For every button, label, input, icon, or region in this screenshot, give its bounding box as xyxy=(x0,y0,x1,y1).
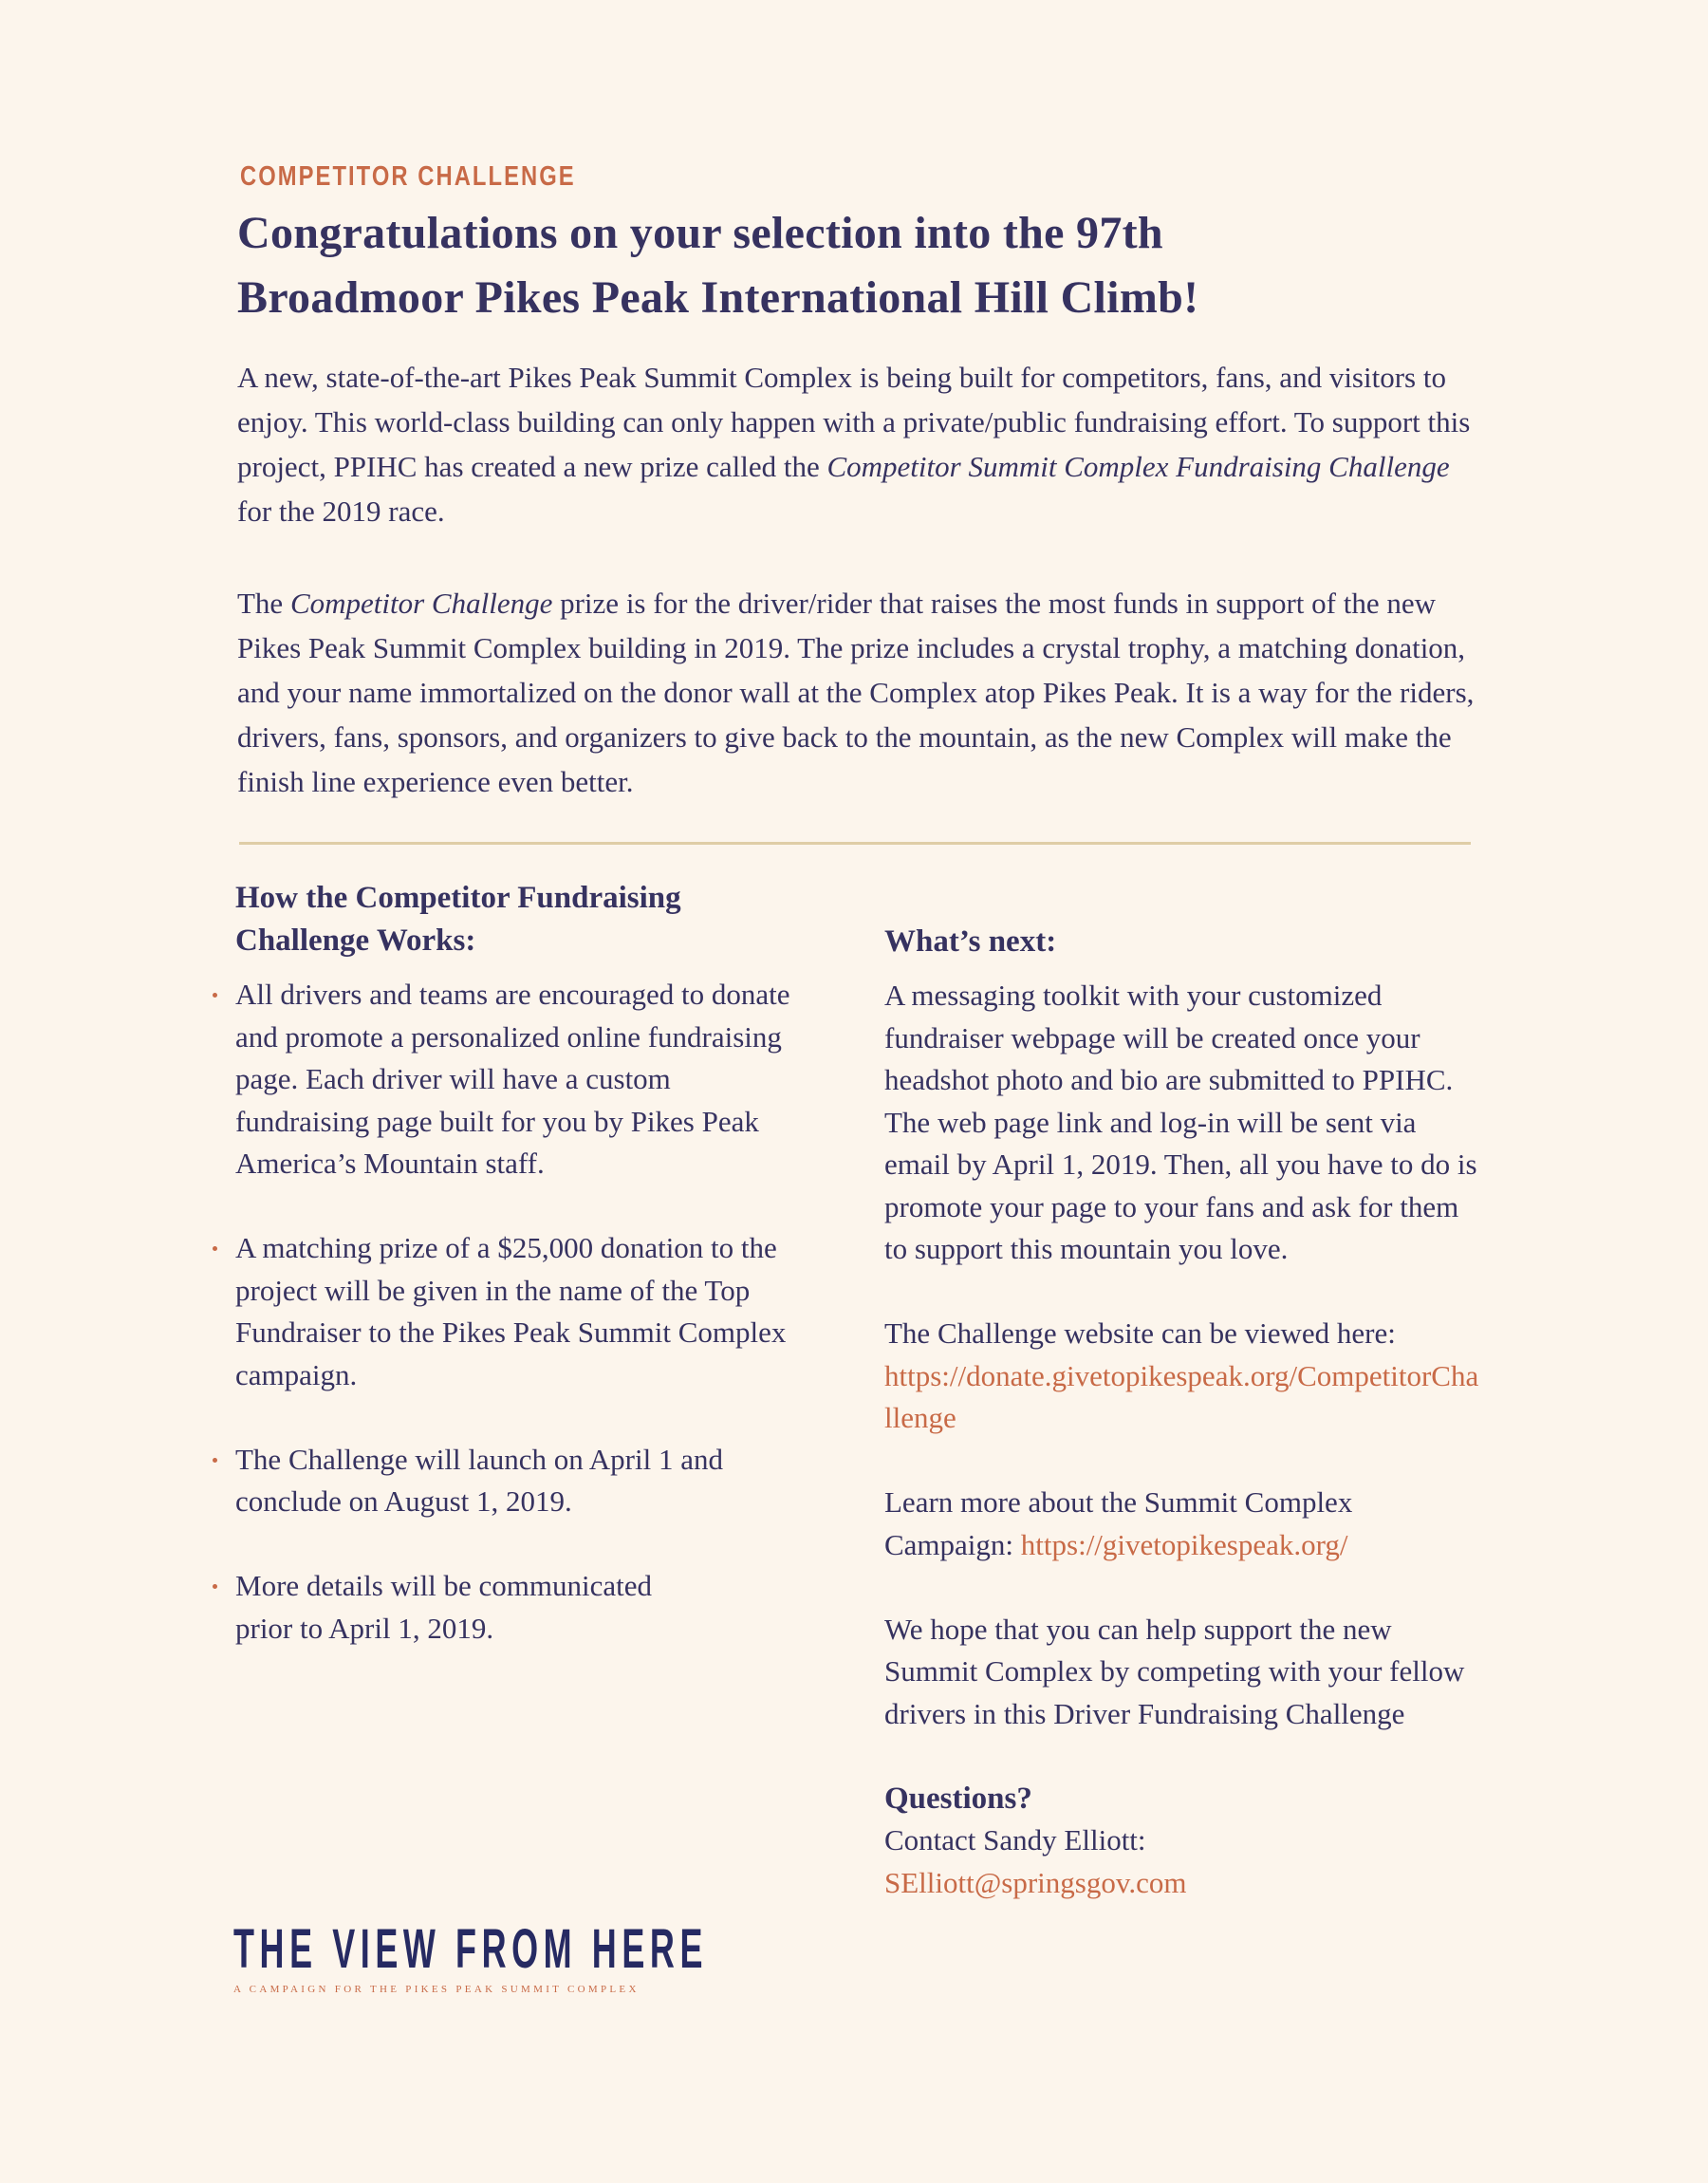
how-it-works-heading: How the Competitor Fundraising Challenge Works: xyxy=(235,881,681,958)
whats-next-column xyxy=(884,921,1492,1904)
list-item xyxy=(235,1439,795,1523)
intro-text: The xyxy=(237,587,290,620)
campaign-logo xyxy=(233,1918,998,1995)
learn-more-label: Learn more about the Summit Complex Campaign: xyxy=(884,1485,1353,1561)
intro-paragraph-2 xyxy=(237,581,1480,804)
contact-email-link[interactable]: SElliott@springsgov.com xyxy=(884,1865,1187,1899)
section-divider xyxy=(239,842,1471,845)
intro-paragraph-1 xyxy=(237,355,1480,533)
how-it-works-list xyxy=(235,974,843,1650)
eyebrow-label: COMPETITOR CHALLENGE xyxy=(240,161,576,192)
list-item xyxy=(235,974,805,1185)
website-block xyxy=(884,1313,1482,1440)
list-item-text: The Challenge will launch on April 1 and conclude on August 1, 2019. xyxy=(235,1442,723,1518)
bullet-icon xyxy=(213,993,217,998)
hope-paragraph: We hope that you can help support the new Summit Complex by competing with your fellow drivers in this Driver Fundraising Challenge xyxy=(884,1612,1465,1730)
toolkit-paragraph: A messaging toolkit with your customized fundraiser webpage will be created once your headshot photo and bio are submitted to PPIHC. The web page link and log-in will be sent via email by April 1, 2019. Then, all you have to do is promote your page to your fans and ask for them to support this mountain you love. xyxy=(884,979,1477,1265)
whats-next-heading: What’s next: xyxy=(884,924,1057,959)
list-item xyxy=(235,1227,824,1396)
intro-emphasis: Competitor Challenge xyxy=(289,587,553,620)
list-item xyxy=(235,1565,710,1650)
intro-emphasis: Competitor Summit Complex Fundraising Challenge xyxy=(826,450,1450,483)
bullet-icon xyxy=(213,1458,217,1463)
list-item-text: More details will be communicated prior to April 1, 2019. xyxy=(235,1569,653,1645)
logo-tagline: A CAMPAIGN FOR THE PIKES PEAK SUMMIT COMPLEX xyxy=(233,1984,640,1995)
questions-heading: Questions? xyxy=(884,1781,1032,1816)
how-it-works-column xyxy=(235,877,843,1692)
questions-block xyxy=(884,1778,1492,1905)
intro-text: for the 2019 race. xyxy=(237,494,445,528)
website-label: The Challenge website can be viewed here: xyxy=(884,1316,1396,1350)
list-item-text: A matching prize of a $25,000 donation to the project will be given in the name of the Top Fundraiser to the Pikes Peak Summit Complex campaign. xyxy=(235,1231,787,1391)
challenge-website-link[interactable]: https://donate.givetopikespeak.org/CompetitorChallenge xyxy=(884,1358,1479,1434)
intro-text: prize is for the driver/rider that raises the most funds in support of the new Pikes Peak Summit Complex building in 2019. The prize includes a crystal trophy, a matching donation, and your name immortalized on the donor wall at the Complex atop Pikes Peak. It is a way for the riders, drivers, fans, sponsors, and organizers to give back to the mountain, as the new Complex will make the finish line experience even better. xyxy=(237,587,1475,798)
list-item-text: All drivers and teams are encouraged to donate and promote a personalized online fundraising page. Each driver will have a custom fundraising page built for you by Pikes Peak America’s Mountain staff. xyxy=(235,978,790,1180)
campaign-website-link[interactable]: https://givetopikespeak.org/ xyxy=(1020,1527,1348,1561)
bullet-icon xyxy=(213,1246,217,1251)
bullet-icon xyxy=(213,1584,217,1589)
page-title: Congratulations on your selection into the 97th Broadmoor Pikes Peak International Hill Climb! xyxy=(237,208,1199,323)
logo-wordmark: THE VIEW FROM HERE xyxy=(233,1918,709,1980)
contact-label: Contact Sandy Elliott: xyxy=(884,1823,1146,1856)
intro-text: A new, state-of-the-art Pikes Peak Summit Complex is being built for competitors, fans, and visitors to enjoy. This world-class building can only happen with a private/public fundraising effort. To support this project, PPIHC has created a new prize called the xyxy=(237,361,1471,483)
learn-more-block xyxy=(884,1482,1454,1566)
